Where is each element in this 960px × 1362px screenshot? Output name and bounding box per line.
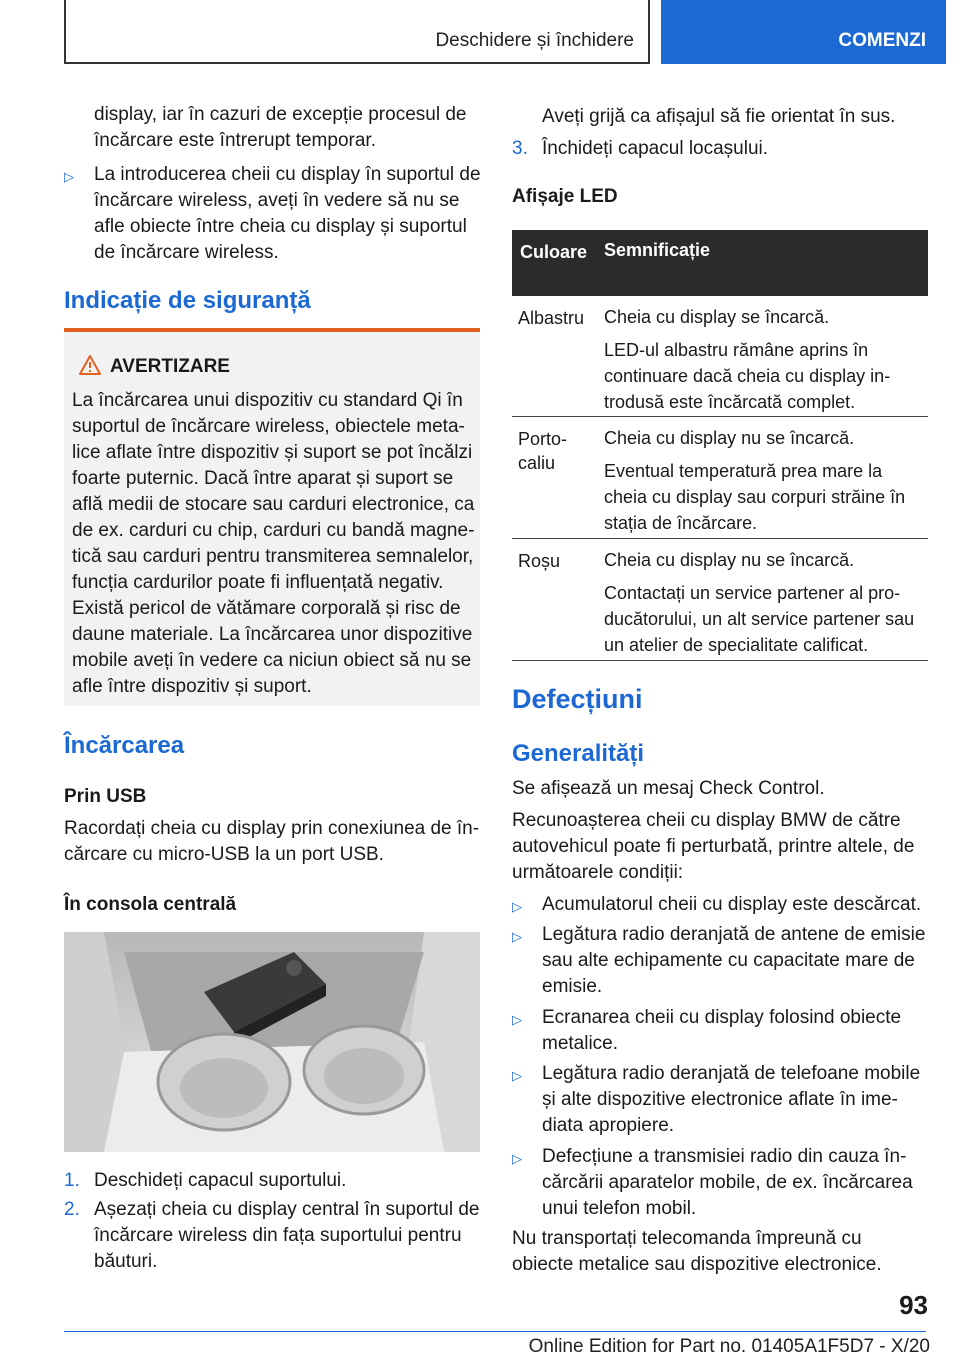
faults-heading: Defecțiuni [512,684,643,714]
led-table-header [512,230,928,296]
step-text: Așezați cheia cu display central în suportul de încărcare wireless din fața suportului pentru băuturi. [94,1199,480,1272]
header-chapter-title: COMENZI [838,30,926,51]
led-meaning [604,547,924,665]
paragraph: Recunoașterea cheii cu display BMW de către autovehicul poate fi perturbată, printre altele, de următoarele condiții: [512,810,915,883]
led-color: Portocaliu [518,429,568,473]
warning-text: La încărcarea unui dispozitiv cu standard Qi în suportul de încărcare wireless, obiectele metalice aflate între dispozitiv și suport se pot încălzi foarte puternic. Dacă între aparat și suport se află medii de stocare sau carduri electronice, ca de ex. carduri cu chip, carduri cu bandă magnetică sau carduri pentru transmiterea semnalelor, funcția cardurilor poate fi influențată negativ. Există pericol de vătămare corporală și risc de daune materiale. La încărcarea unor dispozitive mobile aveți în vedere ca niciun obiect să nu se afle între dispozitiv și suport. [72,390,475,697]
usb-paragraph: Racordați cheia cu display prin conexiunea de încărcare cu micro-USB la un port USB. [64,818,480,865]
list-item-text: Legătura radio deranjată de telefoane mobile și alte dispozitive electronice aflate în imediata apropiere. [542,1063,921,1136]
led-color: Albastru [518,308,585,328]
warning-box [64,328,480,706]
list-item [64,162,484,266]
step-2 [64,1197,484,1275]
charging-heading: Încărcarea [64,732,185,759]
step-1 [64,1168,484,1194]
led-heading: Afișaje LED [512,186,618,207]
triangle-bullet-icon: ▷ [512,1012,522,1027]
triangle-bullet-icon: ▷ [64,169,74,184]
step-number: 1. [64,1170,80,1191]
table-row [512,539,928,661]
column-header-color: Culoare [520,242,588,262]
warning-title: AVERTIZARE [110,356,230,377]
triangle-bullet-icon: ▷ [512,899,522,914]
list-item-text: Ecranarea cheii cu display folosind obiecte metalice. [542,1007,902,1054]
paragraph: Se afișează un mesaj Check Control. [512,778,825,799]
list-item-text: Legătura radio deranjată de antene de emisie sau alte echipamente cu capacitate mare de emisie. [542,924,926,997]
step-text: Deschideți capacul suportului. [94,1170,347,1191]
console-heading: În consola centrală [64,894,237,915]
paragraph: Nu transportați telecomanda împreună cu obiecte metalice sau dispozitive electronice. [512,1228,882,1275]
meaning-line: Eventual temperatură prea mare la cheia cu display sau corpuri străine în stația de încărcare. [604,461,906,533]
list-item [512,1005,932,1057]
list-item-text: Defecțiune a transmisiei radio din cauza încărcării aparatelor mobile, de ex. încărcarea unui telefon mobil. [542,1146,913,1219]
console-illustration [64,932,480,1152]
step-number: 3. [512,138,528,159]
footer-edition: Online Edition for Part no. 01405A1F5D7 - X/20 [528,1336,930,1357]
led-meaning [604,425,924,543]
step-number: 2. [64,1199,80,1220]
triangle-bullet-icon: ▷ [512,1068,522,1083]
step-2-continued: Aveți grijă ca afișajul să fie orientat în sus. [542,106,896,127]
meaning-line: LED-ul albastru rămâne aprins în continuare dacă cheia cu display introdusă este încărcată complet. [604,340,891,412]
safety-heading: Indicație de siguranță [64,287,311,314]
warning-triangle-icon [78,354,102,376]
list-item-text: Acumulatorul cheii cu display este descărcat. [542,894,922,915]
table-row [512,296,928,417]
triangle-bullet-icon: ▷ [512,1151,522,1166]
triangle-bullet-icon: ▷ [512,929,522,944]
led-meaning [604,304,924,422]
list-item [512,892,932,920]
continued-paragraph: display, iar în cazuri de excepție procesul de încărcare este întrerupt temporar. [94,104,467,151]
step-3 [512,136,932,162]
general-heading: Generalități [512,740,645,767]
step-text: Închideți capacul locașului. [542,138,769,159]
header-section-title: Deschidere și închidere [435,30,634,51]
table-row [512,417,928,539]
footer-divider [64,1331,926,1332]
center-console-photo [64,932,480,1152]
list-item [512,922,932,1000]
header-section-box [64,0,650,64]
list-item-text: La introducerea cheii cu display în suportul de încărcare wireless, aveți în vedere să nu se afle obiecte între cheia cu display și suportul de încărcare wireless. [94,164,481,263]
led-color: Roșu [518,551,561,571]
list-item [512,1144,932,1222]
meaning-line: Cheia cu display se încarcă. [604,307,830,327]
list-item [512,1061,932,1139]
header-chapter-tab [661,0,946,64]
meaning-line: Contactați un service partener al producătorului, un alt service partener sau un atelier de specialitate calificat. [604,583,915,655]
page-number: 93 [899,1290,928,1320]
column-header-meaning: Semnificație [604,240,711,260]
usb-heading: Prin USB [64,786,147,807]
meaning-line: Cheia cu display nu se încarcă. [604,428,855,448]
meaning-line: Cheia cu display nu se încarcă. [604,550,855,570]
